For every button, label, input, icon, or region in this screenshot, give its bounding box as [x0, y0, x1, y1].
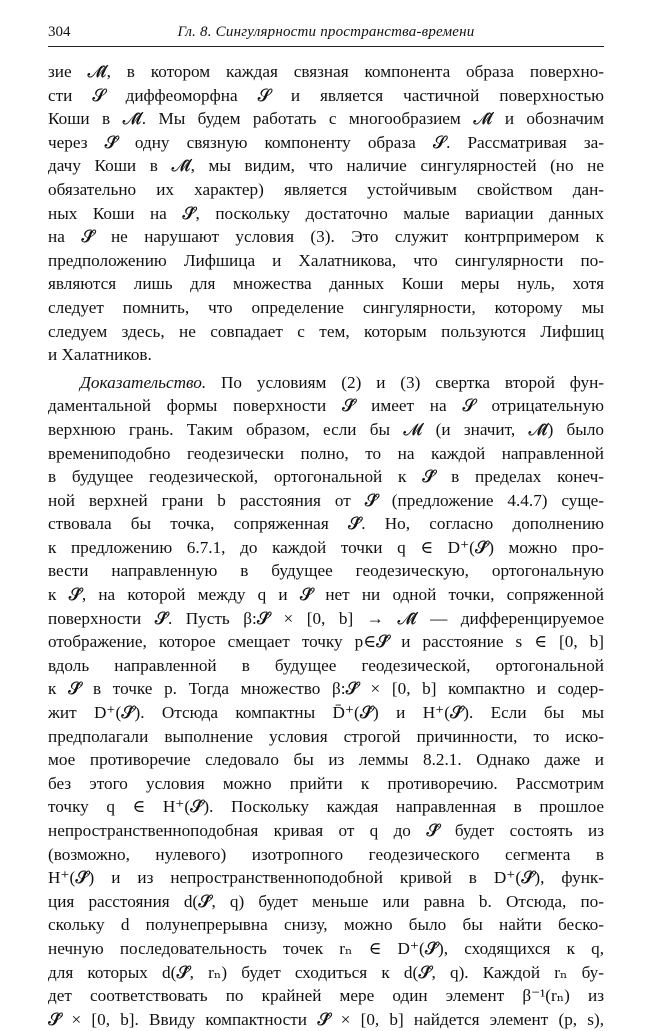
text-line: предположению Лифшица и Халатникова, что сингулярности по-	[48, 250, 604, 270]
text-line: жит D⁺(𝓢̂). Отсюда компактны D̄⁺(𝓢̂) и H⁺(𝓢̂). Если бы мы	[48, 703, 604, 723]
text-line: 𝓢̂ × [0, b]. Ввиду компактности 𝓢̂ × [0, b] найдется элемент (p, s),	[48, 1009, 604, 1029]
text-line: верхнюю грань. Таким образом, если бы 𝓜 (и значит, 𝓜̂) было	[48, 419, 604, 439]
text-line: и Халатников.	[48, 345, 152, 365]
text-line: даментальной формы поверхности 𝓢̂ имеет на 𝓢 отрицательную	[48, 396, 604, 416]
text-line: непространственноподобная кривая от q до 𝓢̂ будет состоять из	[48, 821, 604, 840]
text-line: дачу Коши в 𝓜̂, мы видим, что наличие сингулярностей (но не	[48, 156, 604, 176]
text-line: Коши в 𝓜̂. Мы будем работать с многообразием 𝓜̂ и обозначим	[48, 109, 604, 129]
text-line: для которых d(𝓢̂, rₙ) будет сходиться к d(𝓢̂, q). Каждой rₙ бу-	[48, 962, 604, 982]
text-line: ных Коши на 𝓢̂, поскольку достаточно малые вариации данных	[48, 203, 604, 223]
text-line: дет соответствовать по крайней мере один элемент β⁻¹(rₙ) из	[48, 986, 604, 1006]
text-line: мое противоречие следовало бы из леммы 8.2.1. Однако даже и	[48, 750, 604, 770]
text-line: сти 𝓢 диффеоморфна 𝓢 и является частичной поверхностью	[48, 85, 604, 105]
running-head: Гл. 8. Сингулярности пространства-времени	[177, 24, 475, 40]
text-line: к 𝓢̂ в точке p. Тогда множество β:𝓢̂ × [0, b] компактно и содер-	[48, 679, 604, 699]
text-line: являются лишь для множества данных Коши меры нуль, хотя	[48, 274, 604, 294]
text-line: обязательно их характер) является устойчивым свойством дан-	[48, 179, 604, 199]
text-line: времениподобно геодезически полно, то на каждой направленной	[48, 443, 604, 463]
text-line: следуем здесь, не совпадает с тем, которым пользуются Лифшиц	[48, 321, 604, 341]
text-line: следует помнить, что определение сингулярности, которому мы	[48, 297, 604, 317]
proof-line	[48, 371, 604, 395]
text-line: на 𝓢̂ не нарушают условия (3). Это служит контрпримером к	[48, 227, 604, 247]
text-line: вести направленную в будущее геодезическую, ортогональную	[48, 561, 604, 581]
text-line: (возможно, нулевого) изотропного геодезического сегмента в	[48, 844, 604, 864]
text-line: предполагали выполнение условия строгой причинности, то иско-	[48, 726, 604, 746]
text-line: зие 𝓜̂, в котором каждая связная компонента образа поверхно-	[48, 62, 604, 81]
text-line: точку q ∈ H⁺(𝓢̂). Поскольку каждая направленная в прошлое	[48, 797, 604, 817]
text-line: через 𝓢̂ одну связную компоненту образа 𝓢. Рассматривая за-	[48, 132, 604, 152]
text-line: скольку d полунепрерывна снизу, можно было бы найти беско-	[48, 915, 604, 935]
text-line: нечную последовательность точек rₙ ∈ D⁺(𝓢̂), сходящихся к q,	[48, 938, 604, 958]
text-line: к 𝓢̂, на которой между q и 𝓢̂ нет ни одной точки, сопряженной	[48, 585, 604, 605]
text-line: к предложению 6.7.1, до каждой точки q ∈ D⁺(𝓢̂) можно про-	[48, 537, 604, 557]
text-line: вдоль направленной в будущее геодезической, ортогональной	[48, 655, 604, 675]
page-header	[48, 22, 604, 47]
proof-text: Доказательство. По условиям (2) и (3) свертка второй фун-	[80, 372, 604, 392]
proof-heading: Доказательство.	[80, 372, 207, 392]
text-line: ной верхней грани b расстояния от 𝓢̂ (предложение 4.4.7) суще-	[48, 490, 604, 510]
text-line: без этого условия можно прийти к противоречию. Рассмотрим	[48, 773, 604, 793]
text-line: ствовала бы точка, сопряженная 𝓢̂. Но, согласно дополнению	[48, 514, 604, 534]
text-line: ция расстояния d(𝓢̂, q) будет меньше или равна b. Отсюда, по-	[48, 891, 604, 911]
body-text	[48, 60, 604, 1031]
text-line: поверхности 𝓢̂. Пусть β:𝓢̂ × [0, b] → 𝓜̂ — дифференцируемое	[48, 608, 604, 628]
page-number: 304	[48, 24, 71, 40]
text-line: H⁺(𝓢̂) и из непространственноподобной кривой в D⁺(𝓢̂), функ-	[48, 868, 604, 888]
text-line: в будущее геодезической, ортогональной к 𝓢̂ в пределах конеч-	[48, 467, 604, 487]
text-line: отображение, которое смещает точку p∈𝓢̂ и расстояние s ∈ [0, b]	[48, 632, 604, 652]
